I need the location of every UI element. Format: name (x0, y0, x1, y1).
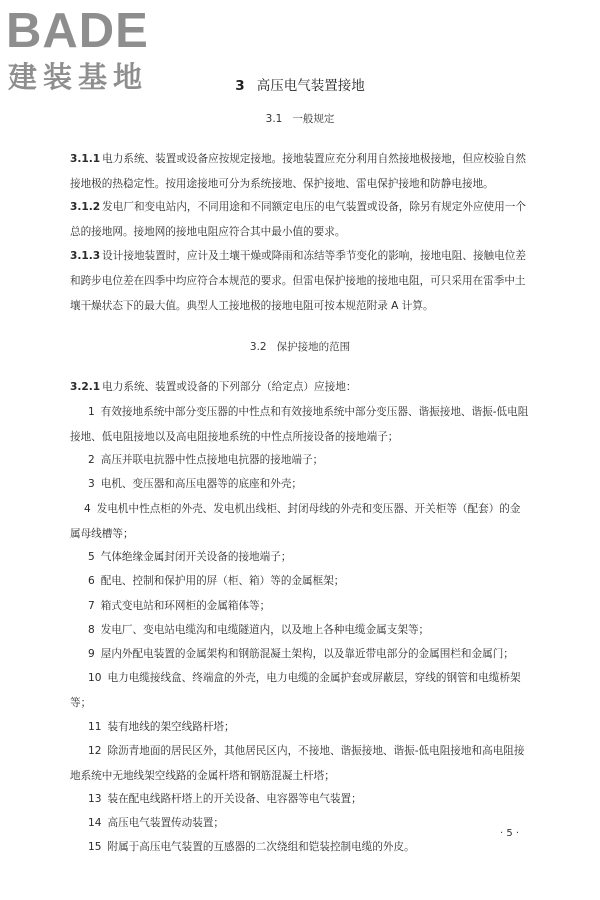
list-item (70, 811, 530, 836)
item-number: 11 (88, 721, 102, 733)
item-number: 8 (88, 624, 95, 636)
list-item (70, 835, 490, 860)
clause-text: 发电厂和变电站内，不同用途和不同额定电压的电气装置或设备，除另有规定外应使用一个总的接地网。接地网的接地电阻应符合其中最小值的要求。 (70, 201, 526, 238)
section-title: 一般规定 (292, 113, 335, 125)
section-title: 保护接地的范围 (276, 341, 351, 353)
item-number: 3 (88, 478, 95, 490)
item-text: 高压电气装置传动装置； (107, 817, 225, 829)
clause-id: 3.2.1 (70, 381, 101, 393)
list-item (70, 787, 530, 812)
item-number: 9 (88, 648, 95, 660)
list-item (70, 666, 530, 716)
item-text: 箱式变电站和环网柜的金属箱体等； (100, 600, 271, 612)
list-item (70, 545, 530, 570)
list-item (70, 618, 530, 643)
item-number: 14 (88, 817, 102, 829)
clause-id: 3.1.2 (70, 201, 101, 213)
item-text: 有效接地系统中部分变压器的中性点和有效接地系统中部分变压器、谐振接地、谐振-低电阻接地、低电阻接地以及高电阻接地系统的中性点所接设备的接地端子； (70, 406, 529, 443)
logo-subtitle: 建装基地 (8, 60, 149, 94)
list-item (70, 448, 530, 473)
item-text: 配电、控制和保护用的屏（柜、箱）等的金属框架； (100, 575, 345, 587)
section-number: 3.2 (249, 341, 267, 353)
item-text: 电机、变压器和高压电器等的底座和外壳； (100, 478, 303, 490)
item-text: 发电机中性点柜的外壳、发电机出线柜、封闭母线的外壳和变压器、开关柜等（配套）的金属母线槽等； (70, 503, 521, 540)
clause-text: 设计接地装置时，应计及土壤干燥或降雨和冻结等季节变化的影响，接地电阻、接触电位差和跨步电位差在四季中均应符合本规范的要求。但雷电保护接地的接地电阻，可只采用在雷季中土壤干燥状态下的最大值。典型人工接地极的接地电阻可按本规范附录 A 计算。 (70, 250, 526, 312)
item-text: 电力电缆接线盒、终端盒的外壳，电力电缆的金属护套或屏蔽层，穿线的钢管和电缆桥架等； (70, 672, 521, 709)
item-number: 2 (88, 454, 95, 466)
item-number: 5 (88, 551, 95, 563)
page-number: · 5 · (500, 828, 520, 839)
item-number: 13 (88, 793, 102, 805)
clause-id: 3.1.1 (70, 153, 101, 165)
item-number: 7 (88, 600, 95, 612)
item-text: 高压并联电抗器中性点接地电抗器的接地端子； (100, 454, 324, 466)
item-text: 屋内外配电装置的金属架构和钢筋混凝土架构，以及靠近带电部分的金属围栏和金属门； (100, 648, 514, 660)
clause-text: 电力系统、装置或设备应按规定接地。接地装置应充分利用自然接地极接地，但应校验自然接地极的热稳定性。按用途接地可分为系统接地、保护接地、雷电保护接地和防静电接地。 (70, 153, 526, 190)
section-number: 3.1 (265, 113, 283, 125)
item-number: 4 (84, 503, 91, 515)
chapter-title: 高压电气装置接地 (256, 78, 365, 94)
item-text: 气体绝缘金属封闭开关设备的接地端子； (100, 551, 292, 563)
list-item (70, 715, 530, 740)
list-item (70, 569, 530, 594)
list-item (70, 594, 530, 619)
chapter-number: 3 (235, 78, 245, 94)
item-text: 装在配电线路杆塔上的开关设备、电容器等电气装置； (107, 793, 362, 805)
clause-3-1-2 (70, 195, 530, 245)
item-number: 10 (88, 672, 102, 684)
clause-3-1-3 (70, 244, 530, 319)
list-item (70, 739, 530, 789)
list-item (70, 472, 530, 497)
item-number: 6 (88, 575, 95, 587)
list-item (70, 642, 530, 667)
item-text: 附属于高压电气装置的互感器的二次绕组和铠装控制电缆的外皮。 (107, 841, 415, 853)
clause-3-1-1 (70, 147, 530, 197)
item-number: 1 (88, 406, 95, 418)
item-text: 除沥青地面的居民区外，其他居民区内，不接地、谐振接地、谐振-低电阻接地和高电阻接地系统中无地线架空线路的金属杆塔和钢筋混凝土杆塔； (70, 745, 525, 782)
clause-id: 3.1.3 (70, 250, 101, 262)
item-number: 12 (88, 745, 102, 757)
section-heading-3-1 (0, 112, 600, 126)
item-number: 15 (88, 841, 102, 853)
chapter-heading (0, 77, 600, 95)
list-item (70, 497, 530, 547)
clause-3-2-1 (70, 375, 530, 400)
item-text: 装有地线的架空线路杆塔； (107, 721, 235, 733)
item-text: 发电厂、变电站电缆沟和电缆隧道内，以及地上各种电缆金属支架等； (100, 624, 430, 636)
clause-text: 电力系统、装置或设备的下列部分（给定点）应接地： (102, 381, 357, 393)
section-heading-3-2 (0, 340, 600, 354)
list-item (70, 400, 530, 450)
logo-wordmark: BADE (6, 4, 149, 58)
